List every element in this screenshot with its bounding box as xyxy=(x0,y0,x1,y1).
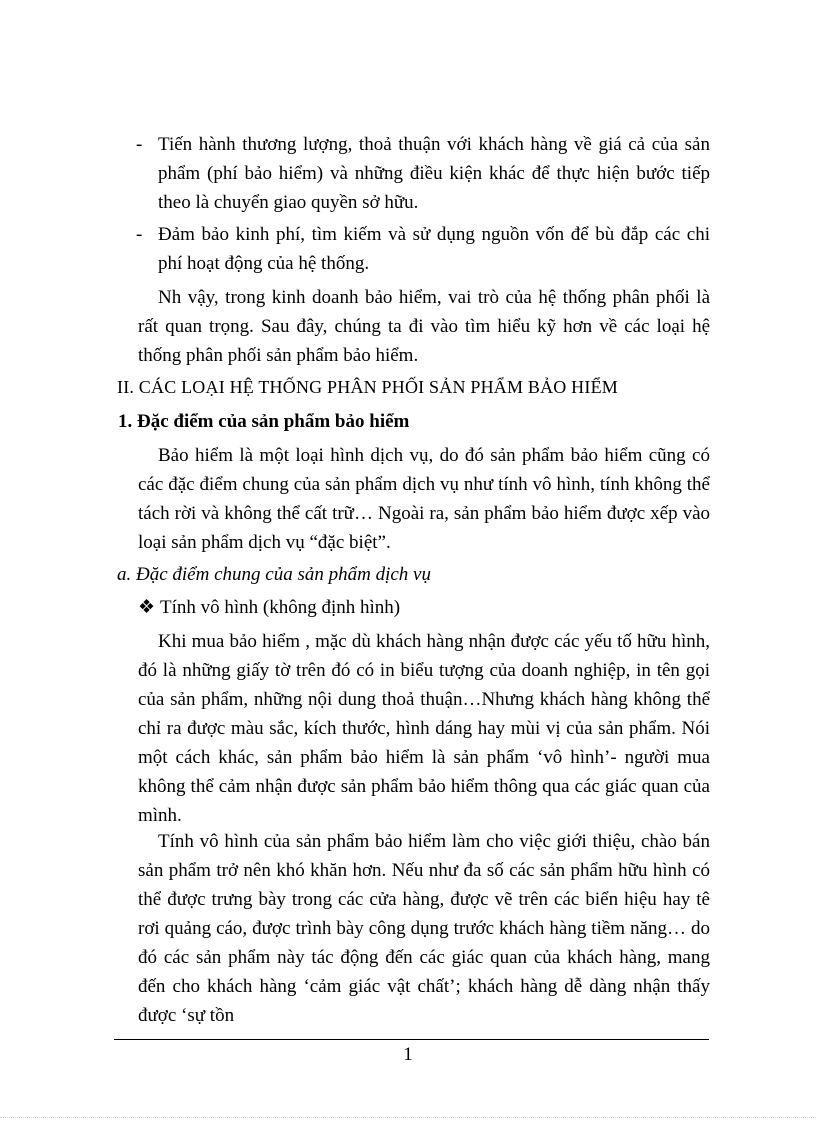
bullet-dash: - xyxy=(136,224,143,245)
subheading-a: a. Đặc điểm chung của sản phẩm dịch vụ xyxy=(117,564,431,585)
bullet-item xyxy=(136,220,710,278)
bullet-item xyxy=(136,130,710,217)
section-heading: II. CÁC LOẠI HỆ THỐNG PHÂN PHỐI SẢN PHẨM BẢO HIỂM xyxy=(117,377,618,397)
footer-rule xyxy=(114,1039,709,1040)
bullet-text: Tiến hành thương lượng, thoả thuận với khách hàng về giá cả của sản phẩm (phí bảo hiểm) và những điều kiện khác để thực hiện bước tiếp theo là chuyển giao quyền sở hữu. xyxy=(158,134,710,213)
page-boundary-line xyxy=(0,1117,816,1118)
paragraph-intangibility: Khi mua bảo hiểm , mặc dù khách hàng nhận được các yếu tố hữu hình, đó là những giấy tờ trên đó có in biểu tượng của doanh nghiệp, in tên gọi của sản phẩm, những nội dung thoả thuận…Nhưng khách hàng không thể chỉ ra được màu sắc, kích thước, hình dáng hay mùi vị của sản phẩm. Nói một cách khác, sản phẩm bảo hiểm là sản phẩm ‘vô hình’- người mua không thể cảm nhận được sản phẩm bảo hiểm thông qua các giác quan của mình. xyxy=(138,631,710,826)
subsection-heading: 1. Đặc điểm của sản phẩm bảo hiểm xyxy=(118,411,410,432)
paragraph-role-of-distribution: Nh vậy, trong kinh doanh bảo hiểm, vai trò của hệ thống phân phối là rất quan trọng. Sau đây, chúng ta đi vào tìm hiểu kỹ hơn về các loại hệ thống phân phối sản phẩm bảo hiểm. xyxy=(138,287,710,366)
paragraph-intangibility-effect: Tính vô hình của sản phẩm bảo hiểm làm cho việc giới thiệu, chào bán sản phẩm trở nên khó khăn hơn. Nếu như đa số các sản phẩm hữu hình có thể được trưng bày trong các cửa hàng, được vẽ trên các biển hiệu hay tê rơi quảng cáo, được trình bày công dụng trước khách hàng tiềm năng… do đó các sản phẩm này tác động đến các giác quan của khách hàng, mang đến cho khách hàng ‘cảm giác vật chất’; khách hàng dễ dàng nhận thấy được ‘sự tồn xyxy=(138,831,710,1026)
page-number: 1 xyxy=(403,1044,413,1065)
bullet-dash: - xyxy=(136,134,143,155)
paragraph-insurance-service: Bảo hiểm là một loại hình dịch vụ, do đó sản phẩm bảo hiểm cũng có các đặc điểm chung của sản phẩm dịch vụ như tính vô hình, tính không thể tách rời và không thể cất trữ… Ngoài ra, sản phẩm bảo hiểm được xếp vào loại sản phẩm dịch vụ “đặc biệt”. xyxy=(138,445,710,553)
diamond-bullet-icon: ❖ xyxy=(138,597,156,618)
diamond-item-text: Tính vô hình (không định hình) xyxy=(160,597,401,618)
bullet-text: Đảm bảo kinh phí, tìm kiếm và sử dụng nguồn vốn để bù đắp các chi phí hoạt động của hệ thống. xyxy=(158,224,710,274)
diamond-list-item xyxy=(138,594,400,622)
